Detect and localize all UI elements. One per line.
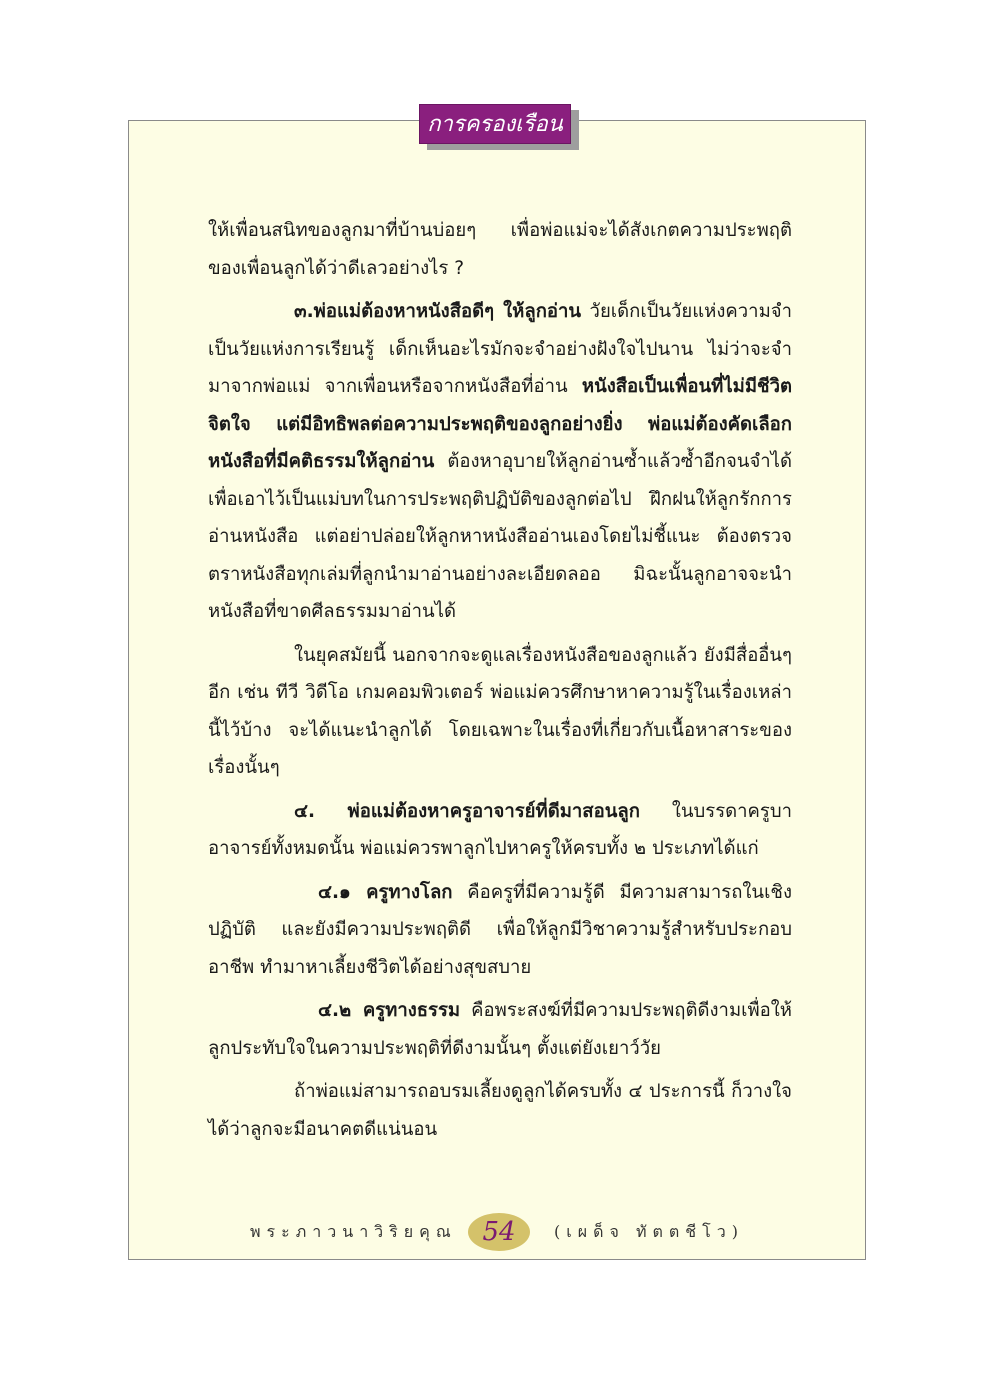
page-number-badge: 54 [468,1213,530,1251]
footer-author-name: (เผด็จ ทัตตชีโว) [554,1222,744,1241]
paragraph-2-text-a: วัยเด็กเป็นวัยแห่งความจำ เป็นวัยแห่งการเรียนรู้ เด็กเห็นอะไรมักจะจำอย่างฝังใจไปนาน ไม่ว่าจะจำมาจากพ่อแม่ จากเพื่อนหรือจากหนังสือที่อ่าน [208,301,792,397]
paragraph-6-text: คือพระสงฆ์ที่มีความประพฤติดีงามเพื่อให้ลูกประทับใจในความประพฤติที่ดีงามนั้นๆ ตั้งแต่ยังเยาว์วัย [208,1000,792,1059]
paragraph-7 [208,1073,792,1148]
paragraph-2-text-b: ต้องหาอุบายให้ลูกอ่านซ้ำแล้วซ้ำอีกจนจำได้ เพื่อเอาไว้เป็นแม่บทในการประพฤติปฏิบัติของลูกต่อไป ฝึกฝนให้ลูกรักการอ่านหนังสือ แต่อย่าปล่อยให้ลูกหาหนังสืออ่านเองโดยไม่ชี้แนะ ต้องตรวจตราหนังสือทุกเล่มที่ลูกนำมาอ่านอย่างละเอียดลออ มิฉะนั้นลูกอาจจะนำหนังสือที่ขาดศีลธรรมมาอ่านได้ [208,451,792,622]
paragraph-4-text: ในบรรดาครูบาอาจารย์ทั้งหมดนั้น พ่อแม่ควรพาลูกไปหาครูให้ครบทั้ง ๒ ประเภทได้แก่ [208,800,792,859]
point-4-1-heading: ๔.๑ ครูทางโลก [318,881,453,903]
paragraph-7-text: ถ้าพ่อแม่สามารถอบรมเลี้ยงดูลูกได้ครบทั้ง ๔ ประการนี้ ก็วางใจได้ว่าลูกจะมีอนาคตดีแน่นอน [208,1081,792,1140]
paragraph-1-text: ให้เพื่อนสนิทของลูกมาที่บ้านบ่อยๆ เพื่อพ่อแม่จะได้สังเกตความประพฤติของเพื่อนลูกได้ว่าดีเลวอย่างไร ? [208,220,792,279]
paragraph-6 [208,992,792,1067]
page-content [208,212,792,1154]
paragraph-2-emphasis: หนังสือเป็นเพื่อนที่ไม่มีชีวิตจิตใจ แต่มีอิทธิพลต่อความประพฤติของลูกอย่างยิ่ง พ่อแม่ต้องคัดเลือกหนังสือที่มีคติธรรมให้ลูกอ่าน [208,376,792,472]
paragraph-2 [208,293,792,631]
paragraph-5-text: คือครูที่มีความรู้ดี มีความสามารถในเชิงปฏิบัติ และยังมีความประพฤติดี เพื่อให้ลูกมีวิชาความรู้สำหรับประกอบอาชีพ ทำมาหาเลี้ยงชีวิตได้อย่างสุขสบาย [208,881,792,978]
paragraph-1 [208,212,792,287]
paragraph-3-text: ในยุคสมัยนี้ นอกจากจะดูแลเรื่องหนังสือของลูกแล้ว ยังมีสื่ออื่นๆ อีก เช่น ทีวี วิดีโอ เกมคอมพิวเตอร์ พ่อแม่ควรศึกษาหาความรู้ในเรื่องเหล่านี้ไว้บ้าง จะได้แนะนำลูกได้ โดยเฉพาะในเรื่องที่เกี่ยวกับเนื้อหาสาระของเรื่องนั้นๆ [208,644,792,778]
chapter-header-tab: การครองเรือน [419,104,571,144]
point-4-2-heading: ๔.๒ ครูทางธรรม [318,1000,461,1021]
page-footer [128,1208,866,1258]
paragraph-4 [208,793,792,868]
paragraph-5 [208,874,792,987]
footer-author: พระภาวนาวิริยคุณ [250,1222,457,1241]
point-4-heading: ๔. พ่อแม่ต้องหาครูอาจารย์ที่ดีมาสอนลูก [294,800,640,822]
point-3-heading: ๓.พ่อแม่ต้องหาหนังสือดีๆ ให้ลูกอ่าน [294,301,582,322]
paragraph-3 [208,637,792,787]
